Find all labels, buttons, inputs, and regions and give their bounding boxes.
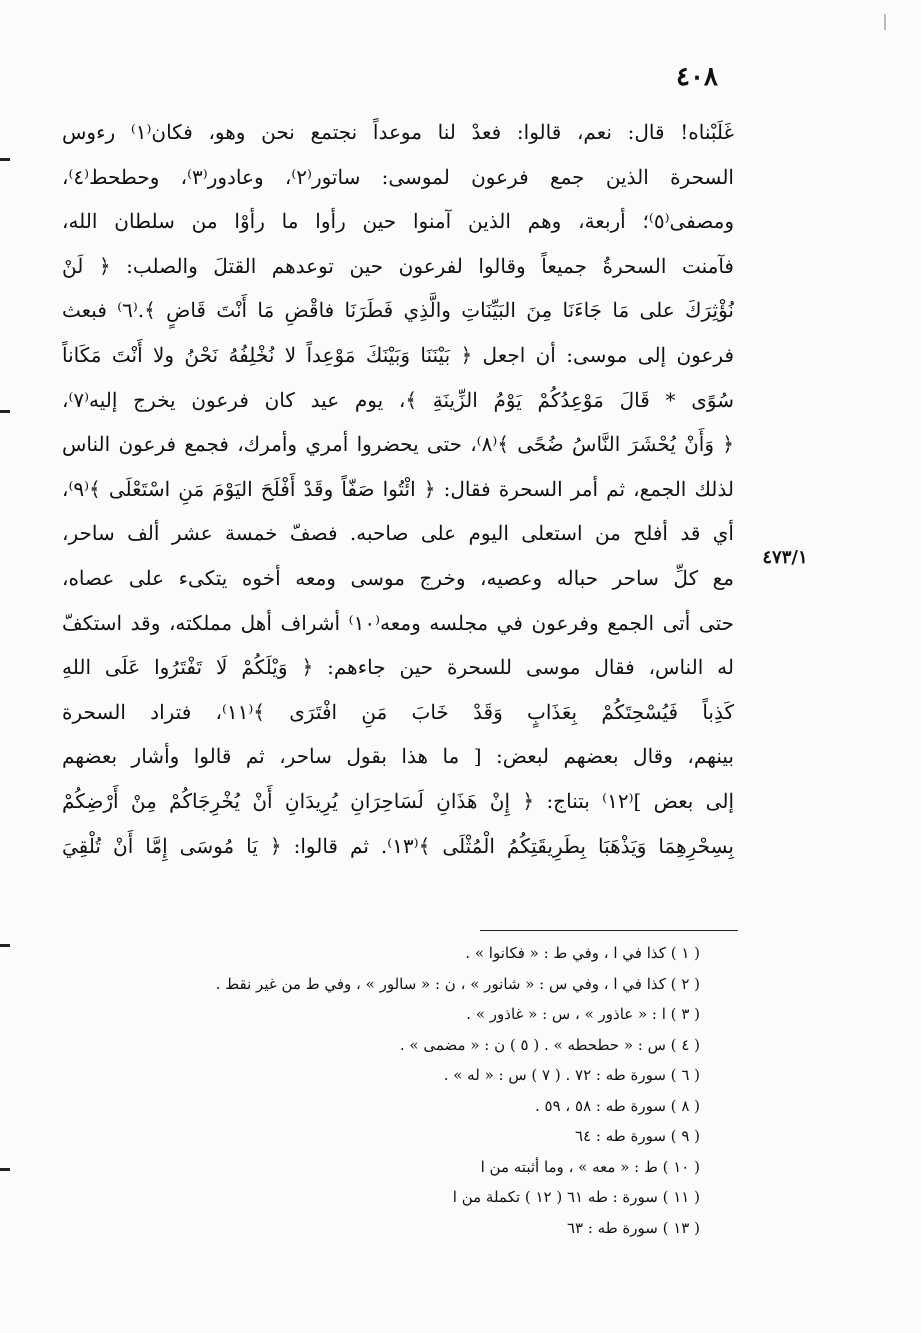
footnote: ( ٢ ) كذا في ا ، وفي س : « شانور » ، ن : « سالور » ، وفي ط من غير نقط . xyxy=(215,974,700,993)
text-line: ومصفى⁽٥⁾؛ أربعة، وهم الذين آمنوا حين رأوا ما رأوْا من سلطان الله، xyxy=(62,209,734,234)
footnotes xyxy=(120,938,700,1243)
footnote: ( ١١ ) سورة : طه ٦١ ( ١٢ ) تكملة من ا xyxy=(452,1188,700,1206)
text-line: بِسِحْرِهِمَا وَيَذْهَبَا بِطَرِيقَتِكُمُ الْمُثْلَى ﴾⁽١٣⁾. ثم قالوا: ﴿ يَا مُوسَى إِمَّا أَنْ تُلْقِيَ xyxy=(62,833,734,858)
scan-edge-mark xyxy=(0,158,10,161)
text-line: حتى أتى الجمع وفرعون في مجلسه ومعه⁽١٠⁾ أشراف أهل مملكته، وقد استكفّ xyxy=(62,610,734,635)
scan-edge-mark xyxy=(0,410,10,413)
text-line: فآمنت السحرةُ جميعاً وقالوا لفرعون حين توعدهم القتلَ والصلب: ﴿ لَنْ xyxy=(62,253,734,278)
scan-edge-mark xyxy=(0,944,10,947)
footnote: ( ٦ ) سورة طه : ٧٢ . ( ٧ ) س : « له » . xyxy=(443,1066,700,1084)
footnote: ( ١٣ ) سورة طه : ٦٣ xyxy=(566,1218,700,1237)
footnote: ( ٩ ) سورة طه : ٦٤ xyxy=(575,1127,700,1145)
text-line: لذلك الجمع، ثم أمر السحرة فقال: ﴿ ائْتُوا صَفّاً وقَدْ أَفْلَحَ اليَوْمَ مَنِ اسْتَعْلَى ﴾⁽٩⁾، xyxy=(62,476,734,501)
footnote: ( ٣ ) ا : « عاذور » ، س : « غاذور » . xyxy=(466,1005,700,1023)
footnote-divider xyxy=(480,930,738,931)
text-line: له الناس، فقال موسى للسحرة حين جاءهم: ﴿ وَيْلَكُمْ لَا تَفْتَرُوا عَلَى اللهِ xyxy=(62,655,734,680)
body-text xyxy=(62,110,734,868)
text-line: سُوًى * قَالَ مَوْعِدُكُمْ يَوْمُ الزِّينَةِ ﴾، يوم عيد كان فرعون يخرج إليه⁽٧⁾، xyxy=(62,387,734,412)
scan-corner-tick xyxy=(884,14,886,30)
text-line: نُؤْثِرَكَ على مَا جَاءَنَا مِنَ البَيِّنَاتِ والَّذِي فَطَرَنَا فاقْضِ مَا أَنْتَ قَاضٍ ﴾.⁽٦⁾ فبعث xyxy=(62,298,734,323)
text-line: غَلَبْناه! قال: نعم، قالوا: فعدْ لنا موعداً نجتمع نحن وهو، فكان⁽١⁾ رءوس xyxy=(62,120,734,144)
scan-edge-mark xyxy=(0,1168,10,1171)
text-line: أي قد أفلح من استعلى اليوم على صاحبه. فصفّ خمسة عشر ألف ساحر، xyxy=(62,521,734,546)
text-line: السحرة الذين جمع فرعون لموسى: ساتور⁽٢⁾، وعادور⁽٣⁾، وحطحط⁽٤⁾، xyxy=(62,164,734,189)
text-line: إلى بعض ]⁽١٢⁾ بتناج: ﴿ إِنْ هَذَانِ لَسَاحِرَانِ يُرِيدَانِ أَنْ يُخْرِجَاكُمْ مِنْ أَرْضِكُمْ xyxy=(62,788,734,813)
footnote: ( ٨ ) سورة طه : ٥٨ ، ٥٩ . xyxy=(534,1096,700,1115)
text-line: كَذِباً فَيُسْحِتَكُمْ بِعَذَابٍ وَقَدْ خَابَ مَنِ افْتَرَى ﴾⁽١١⁾، فتراد السحرة xyxy=(62,699,734,724)
margin-reference: ٤٧٣/١ xyxy=(762,547,808,568)
text-line: ﴿ وَأَنْ يُحْشَرَ النَّاسُ ضُحًى ﴾⁽٨⁾، حتى يحضروا أمري وأمرك، فجمع فرعون الناس xyxy=(62,432,734,457)
page-number: ٤٠٨ xyxy=(676,62,718,92)
footnote: ( ٤ ) س : « حطحطه » . ( ٥ ) ن : « مضمى » . xyxy=(399,1035,700,1054)
text-line: مع كلِّ ساحر حباله وعصيه، وخرج موسى ومعه أخوه يتكىء على عصاه، xyxy=(62,565,734,590)
text-line: بينهم، وقال بعضهم لبعض: [ ما هذا بقول ساحر، ثم قالوا وأشار بعضهم xyxy=(62,744,734,769)
text-line: فرعون إلى موسى: أن اجعل ﴿ بَيْنَنَا وَبَيْنَكَ مَوْعِداً لا نُخْلِفُهُ نَحْنُ ولا أَنْتَ مَكَاناً xyxy=(62,342,734,367)
footnote: ( ١ ) كذا في ا ، وفي ط : « فكانوا » . xyxy=(465,944,700,962)
footnote: ( ١٠ ) ط : « معه » ، وما أثبته من ا xyxy=(480,1157,700,1176)
